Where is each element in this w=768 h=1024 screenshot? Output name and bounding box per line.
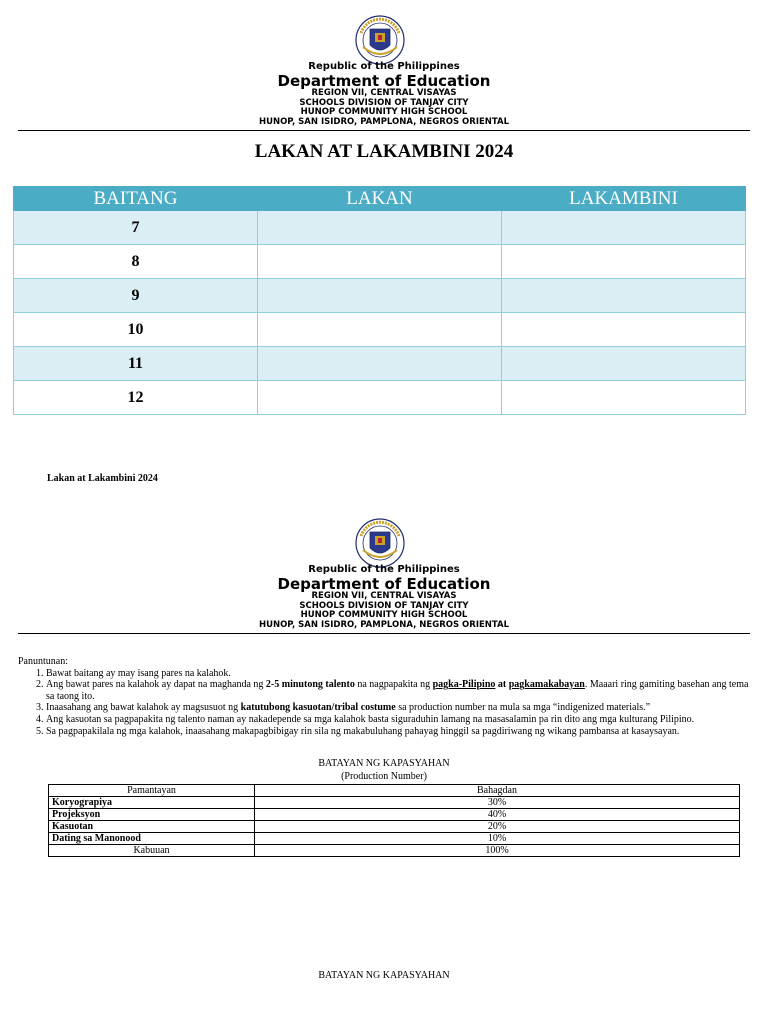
criteria-subtitle: (Production Number) bbox=[341, 771, 427, 782]
address-line: HUNOP, SAN ISIDRO, PAMPLONA, NEGROS ORIENTAL bbox=[258, 619, 510, 630]
grade-cell: 10 bbox=[14, 313, 258, 347]
letterhead bbox=[0, 61, 768, 127]
school-line: HUNOP COMMUNITY HIGH SCHOOL bbox=[300, 107, 468, 118]
criteria-title: BATAYAN NG KAPASYAHAN bbox=[318, 758, 450, 769]
instruction-text: sa production number na mula sa mga “indigenized materials.” bbox=[395, 702, 651, 714]
criteria-name: Kasuotan bbox=[49, 821, 255, 833]
instruction-text: Sa pagpapakilala ng mga kalahok, inaasahang makapagbibigay rin sila ng makabuluhang pahayag hinggil sa pagdiriwang ng wikang pambansa at kasaysayan. bbox=[46, 725, 680, 737]
list-item bbox=[46, 714, 753, 726]
instruction-text: Ang kasuotan sa pagpapakita ng talento naman ay nakadepende sa mga kalahok basta siguraduhin lamang na masasalamin pa rin dito ang mga kulturang Pilipino. bbox=[46, 713, 695, 725]
list-item bbox=[46, 679, 753, 702]
instruction-emphasis: pagkamakabayan bbox=[508, 679, 585, 691]
lakambini-cell bbox=[502, 279, 746, 313]
criteria-weight: 40% bbox=[255, 809, 740, 821]
total-label: Kabuuan bbox=[49, 845, 255, 857]
list-item bbox=[46, 702, 753, 714]
department-line: Department of Education bbox=[277, 72, 491, 90]
instruction-text: na nagpapakita ng bbox=[354, 679, 433, 691]
page-footer: Lakan at Lakambini 2024 bbox=[47, 473, 158, 484]
lakan-cell bbox=[258, 381, 502, 415]
instruction-emphasis: katutubong kasuotan/tribal costume bbox=[240, 702, 396, 714]
lakambini-cell bbox=[502, 245, 746, 279]
next-criteria-title: BATAYAN NG KAPASYAHAN bbox=[318, 970, 450, 981]
region-line: REGION VII, CENTRAL VISAYAS bbox=[311, 88, 457, 98]
region-line: REGION VII, CENTRAL VISAYAS bbox=[311, 591, 457, 601]
table-row bbox=[14, 381, 746, 415]
school-line: HUNOP COMMUNITY HIGH SCHOOL bbox=[300, 610, 468, 621]
criteria-name: Projeksyon bbox=[49, 809, 255, 821]
letterhead bbox=[0, 564, 768, 630]
lakambini-cell bbox=[502, 381, 746, 415]
lakan-cell bbox=[258, 347, 502, 381]
instruction-text: Inaasahang ang bawat kalahok ay magsusuot ng bbox=[46, 702, 241, 714]
instruction-emphasis: at bbox=[495, 679, 509, 691]
address-line: HUNOP, SAN ISIDRO, PAMPLONA, NEGROS ORIENTAL bbox=[258, 116, 510, 127]
total-weight: 100% bbox=[255, 845, 740, 857]
criteria-weight: 10% bbox=[255, 833, 740, 845]
table-row bbox=[14, 211, 746, 245]
division-line: SCHOOLS DIVISION OF TANJAY CITY bbox=[299, 97, 469, 108]
criteria-name: Koryograpiya bbox=[49, 797, 255, 809]
table-row bbox=[49, 797, 740, 809]
table-row bbox=[49, 833, 740, 845]
deped-seal-logo bbox=[353, 518, 407, 568]
table-row bbox=[49, 809, 740, 821]
header-divider bbox=[18, 633, 750, 634]
lakambini-cell bbox=[502, 211, 746, 245]
criteria-weight: 30% bbox=[255, 797, 740, 809]
lakan-cell bbox=[258, 313, 502, 347]
department-line: Department of Education bbox=[277, 575, 491, 593]
criteria-name: Dating sa Manonood bbox=[49, 833, 255, 845]
instructions bbox=[18, 656, 753, 737]
instruction-emphasis: pagka-Pilipino bbox=[432, 679, 496, 691]
grade-cell: 9 bbox=[14, 279, 258, 313]
col-header-lakambini: LAKAMBINI bbox=[502, 187, 746, 211]
lakan-cell bbox=[258, 211, 502, 245]
instructions-list bbox=[18, 668, 753, 738]
grade-cell: 11 bbox=[14, 347, 258, 381]
division-line: SCHOOLS DIVISION OF TANJAY CITY bbox=[299, 600, 469, 611]
grades-table bbox=[13, 186, 746, 415]
instruction-text: Ang bawat pares na kalahok ay dapat na maghanda ng bbox=[46, 679, 266, 691]
table-row bbox=[49, 821, 740, 833]
republic-line: Republic of the Philippines bbox=[308, 564, 460, 575]
total-row bbox=[49, 845, 740, 857]
criteria-table bbox=[48, 784, 740, 857]
table-row bbox=[14, 347, 746, 381]
grade-cell: 12 bbox=[14, 381, 258, 415]
page-title: LAKAN AT LAKAMBINI 2024 bbox=[254, 141, 514, 162]
lakambini-cell bbox=[502, 347, 746, 381]
lakambini-cell bbox=[502, 313, 746, 347]
header-divider bbox=[18, 130, 750, 131]
instruction-text: . Maaari ring gamiting basehan ang tema sa taong ito. bbox=[46, 679, 749, 702]
col-header-lakan: LAKAN bbox=[258, 187, 502, 211]
table-row bbox=[14, 279, 746, 313]
lakan-cell bbox=[258, 245, 502, 279]
lakan-cell bbox=[258, 279, 502, 313]
table-header-row bbox=[14, 187, 746, 211]
instruction-emphasis: 2-5 minutong talento bbox=[265, 679, 355, 691]
criteria-header-row bbox=[49, 785, 740, 797]
list-item bbox=[46, 726, 753, 738]
instruction-text: Bawat baitang ay may isang pares na kalahok. bbox=[46, 667, 231, 679]
instructions-label: Panuntunan: bbox=[18, 656, 68, 667]
grade-cell: 8 bbox=[14, 245, 258, 279]
criteria-col-header: Pamantayan bbox=[49, 785, 255, 797]
weight-col-header: Bahagdan bbox=[255, 785, 740, 797]
criteria-weight: 20% bbox=[255, 821, 740, 833]
deped-seal-logo bbox=[353, 15, 407, 65]
table-row bbox=[14, 313, 746, 347]
republic-line: Republic of the Philippines bbox=[308, 61, 460, 72]
list-item bbox=[46, 668, 753, 680]
grade-cell: 7 bbox=[14, 211, 258, 245]
col-header-baitang: BAITANG bbox=[14, 187, 258, 211]
table-row bbox=[14, 245, 746, 279]
